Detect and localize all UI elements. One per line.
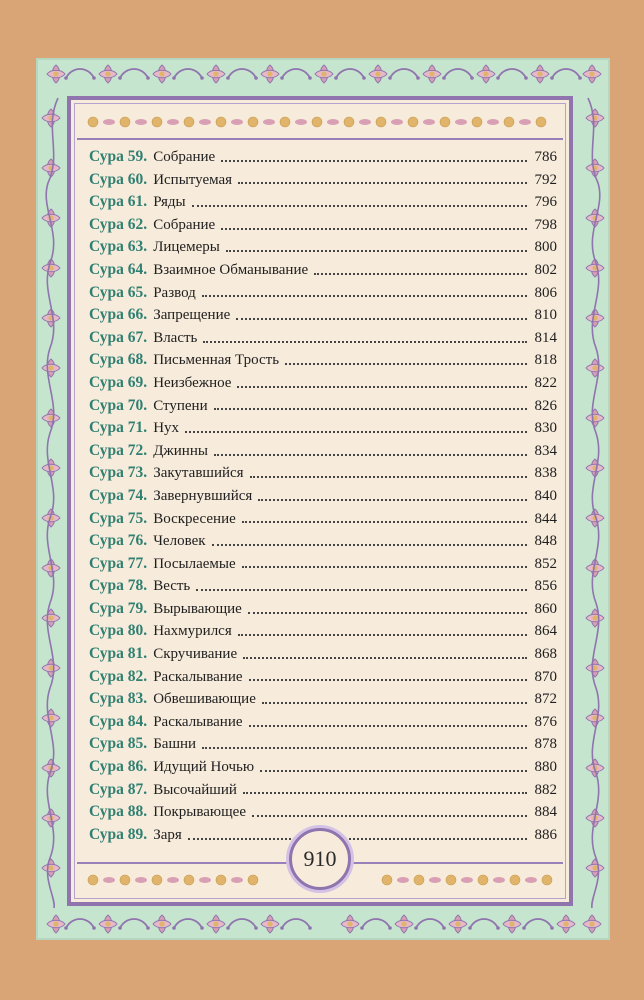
page-ref: 838 bbox=[534, 465, 557, 482]
page-ref: 870 bbox=[534, 668, 557, 685]
dot-leader bbox=[214, 408, 527, 410]
sura-number: Сура 70. bbox=[89, 396, 148, 414]
sura-title: Собрание bbox=[153, 149, 216, 165]
sura-number: Сура 74. bbox=[89, 486, 148, 504]
toc-entry[interactable] bbox=[89, 395, 557, 418]
sura-title: Посылаемые bbox=[153, 555, 236, 572]
sura-title: Человек bbox=[153, 533, 206, 550]
sura-title: Раскалывание bbox=[153, 668, 243, 685]
toc-entry[interactable] bbox=[89, 508, 557, 531]
sura-title: Покрывающее bbox=[153, 804, 246, 821]
dot-leader bbox=[252, 815, 527, 817]
toc-entry[interactable] bbox=[89, 688, 557, 711]
sura-title: Раскалывание bbox=[153, 713, 243, 730]
page-ref: 792 bbox=[534, 171, 557, 188]
dot-leader bbox=[314, 273, 527, 275]
toc-entry[interactable] bbox=[89, 349, 557, 372]
page-ref: 872 bbox=[534, 691, 557, 708]
page-ref: 826 bbox=[534, 397, 557, 414]
page-ref: 834 bbox=[534, 442, 557, 459]
dot-leader bbox=[196, 589, 527, 591]
toc-entry[interactable] bbox=[89, 146, 557, 169]
sura-number: Сура 75. bbox=[89, 509, 148, 527]
toc-entry[interactable] bbox=[89, 598, 557, 621]
sura-title: Завернувшийся bbox=[153, 487, 253, 504]
sura-number: Сура 61. bbox=[89, 193, 148, 211]
toc-entry[interactable] bbox=[89, 779, 557, 802]
dot-leader bbox=[250, 476, 527, 478]
page-ref: 802 bbox=[534, 261, 557, 278]
page-ref: 840 bbox=[534, 487, 557, 504]
toc-entry[interactable] bbox=[89, 801, 557, 824]
sura-title: Заря bbox=[153, 826, 182, 843]
sura-title: Вырывающие bbox=[153, 600, 242, 617]
toc-entry[interactable] bbox=[89, 417, 557, 440]
toc-entry[interactable] bbox=[89, 711, 557, 734]
table-of-contents bbox=[89, 146, 557, 846]
dot-leader bbox=[248, 612, 527, 614]
sura-number: Сура 63. bbox=[89, 238, 148, 256]
page-ref: 860 bbox=[534, 600, 557, 617]
dot-leader bbox=[249, 725, 527, 727]
sura-number: Сура 60. bbox=[89, 170, 148, 188]
sura-number: Сура 82. bbox=[89, 667, 148, 685]
sura-number: Сура 64. bbox=[89, 260, 148, 278]
sura-number: Сура 84. bbox=[89, 712, 148, 730]
toc-entry[interactable] bbox=[89, 214, 557, 237]
toc-entry[interactable] bbox=[89, 462, 557, 485]
sura-number: Сура 79. bbox=[89, 599, 148, 617]
dot-leader bbox=[226, 250, 527, 252]
dot-leader bbox=[202, 747, 527, 749]
toc-entry[interactable] bbox=[89, 259, 557, 282]
top-ornament-band bbox=[77, 106, 563, 140]
dot-leader bbox=[221, 160, 527, 162]
sura-title: Запрещение bbox=[153, 307, 231, 324]
dot-leader bbox=[192, 205, 527, 207]
page-ref: 810 bbox=[534, 307, 557, 324]
toc-entry[interactable] bbox=[89, 236, 557, 259]
dot-leader bbox=[285, 363, 527, 365]
sura-number: Сура 68. bbox=[89, 351, 148, 369]
toc-entry[interactable] bbox=[89, 643, 557, 666]
dot-leader bbox=[203, 341, 527, 343]
sura-title: Власть bbox=[153, 329, 198, 346]
sura-number: Сура 81. bbox=[89, 645, 148, 663]
page-ref: 798 bbox=[534, 216, 557, 233]
dot-leader bbox=[185, 431, 527, 433]
sura-number: Сура 86. bbox=[89, 758, 148, 776]
dot-leader bbox=[214, 454, 527, 456]
dot-leader bbox=[262, 702, 527, 704]
toc-entry[interactable] bbox=[89, 282, 557, 305]
sura-title: Джинны bbox=[153, 442, 208, 459]
page-ref: 884 bbox=[534, 804, 557, 821]
sura-number: Сура 87. bbox=[89, 780, 148, 798]
toc-entry[interactable] bbox=[89, 530, 557, 553]
sura-number: Сура 59. bbox=[89, 148, 148, 165]
dot-leader bbox=[212, 544, 527, 546]
sura-number: Сура 78. bbox=[89, 577, 148, 595]
toc-entry[interactable] bbox=[89, 191, 557, 214]
page-ref: 806 bbox=[534, 284, 557, 301]
page-ref: 844 bbox=[534, 510, 557, 527]
sura-number: Сура 67. bbox=[89, 328, 148, 346]
sura-title: Неизбежное bbox=[153, 374, 232, 391]
sura-number: Сура 88. bbox=[89, 803, 148, 821]
toc-entry[interactable] bbox=[89, 169, 557, 192]
sura-title: Ряды bbox=[153, 194, 186, 211]
dot-leader bbox=[236, 318, 527, 320]
sura-number: Сура 73. bbox=[89, 464, 148, 482]
dot-leader bbox=[221, 228, 527, 230]
sura-number: Сура 72. bbox=[89, 441, 148, 459]
sura-title: Письменная Трость bbox=[153, 352, 280, 369]
page-ref: 856 bbox=[534, 578, 557, 595]
toc-entry[interactable] bbox=[89, 440, 557, 463]
sura-title: Взаимное Обманывание bbox=[153, 261, 309, 278]
sura-number: Сура 83. bbox=[89, 690, 148, 708]
sura-number: Сура 62. bbox=[89, 215, 148, 233]
sura-title: Весть bbox=[153, 578, 191, 595]
dot-leader bbox=[243, 792, 527, 794]
page-ref: 880 bbox=[534, 759, 557, 776]
dot-leader bbox=[238, 182, 527, 184]
sura-number: Сура 89. bbox=[89, 825, 148, 843]
page-ref: 800 bbox=[534, 239, 557, 256]
toc-entry[interactable] bbox=[89, 575, 557, 598]
sura-number: Сура 77. bbox=[89, 554, 148, 572]
page-ref: 822 bbox=[534, 374, 557, 391]
page-ref: 864 bbox=[534, 623, 557, 640]
sura-title: Лицемеры bbox=[153, 239, 220, 256]
sura-number: Сура 76. bbox=[89, 532, 148, 550]
page-ref: 882 bbox=[534, 781, 557, 798]
dot-leader bbox=[243, 657, 527, 659]
toc-entry[interactable] bbox=[89, 553, 557, 576]
dot-leader bbox=[258, 499, 527, 501]
page-ref: 878 bbox=[534, 736, 557, 753]
page-ref: 886 bbox=[534, 826, 557, 843]
sura-title: Ступени bbox=[153, 397, 208, 414]
dot-leader bbox=[237, 386, 527, 388]
sura-title: Собрание bbox=[153, 216, 216, 233]
toc-entry[interactable] bbox=[89, 756, 557, 779]
dot-leader bbox=[249, 679, 527, 681]
sura-title: Закутавшийся bbox=[153, 465, 244, 482]
sura-title: Нахмурился bbox=[153, 623, 232, 640]
toc-entry[interactable] bbox=[89, 485, 557, 508]
dot-leader bbox=[260, 770, 527, 772]
page-ref: 876 bbox=[534, 713, 557, 730]
page-ref: 814 bbox=[534, 329, 557, 346]
top-band-ornament bbox=[77, 106, 563, 138]
sura-title: Нух bbox=[153, 420, 180, 437]
sura-title: Испытуемая bbox=[153, 171, 233, 188]
sura-title: Башни bbox=[153, 736, 197, 753]
dot-leader bbox=[242, 566, 527, 568]
page-ref: 796 bbox=[534, 194, 557, 211]
sura-number: Сура 69. bbox=[89, 373, 148, 391]
sura-title: Идущий Ночью bbox=[153, 759, 255, 776]
page-number: 910 bbox=[303, 846, 337, 871]
page-ref: 818 bbox=[534, 352, 557, 369]
sura-number: Сура 71. bbox=[89, 419, 148, 437]
page-ref: 868 bbox=[534, 646, 557, 663]
sura-number: Сура 80. bbox=[89, 622, 148, 640]
dot-leader bbox=[188, 838, 527, 840]
sura-number: Сура 85. bbox=[89, 735, 148, 753]
dot-leader bbox=[202, 295, 527, 297]
toc-entry[interactable] bbox=[89, 372, 557, 395]
page-ref: 852 bbox=[534, 555, 557, 572]
sura-title: Развод bbox=[153, 284, 196, 301]
sura-title: Высочайший bbox=[153, 781, 237, 798]
toc-entry[interactable] bbox=[89, 733, 557, 756]
page-ref: 786 bbox=[534, 149, 557, 165]
content-frame bbox=[67, 96, 573, 906]
page-number-badge bbox=[289, 828, 351, 890]
page-ref: 848 bbox=[534, 533, 557, 550]
sura-title: Обвешивающие bbox=[153, 691, 256, 708]
dot-leader bbox=[242, 521, 527, 523]
dot-leader bbox=[238, 634, 527, 636]
sura-number: Сура 66. bbox=[89, 306, 148, 324]
toc-entry[interactable] bbox=[89, 620, 557, 643]
toc-entry[interactable] bbox=[89, 327, 557, 350]
sura-number: Сура 65. bbox=[89, 283, 148, 301]
page-ref: 830 bbox=[534, 420, 557, 437]
sura-title: Скручивание bbox=[153, 646, 238, 663]
toc-entry[interactable] bbox=[89, 304, 557, 327]
toc-entry[interactable] bbox=[89, 666, 557, 689]
sura-title: Воскресение bbox=[153, 510, 236, 527]
